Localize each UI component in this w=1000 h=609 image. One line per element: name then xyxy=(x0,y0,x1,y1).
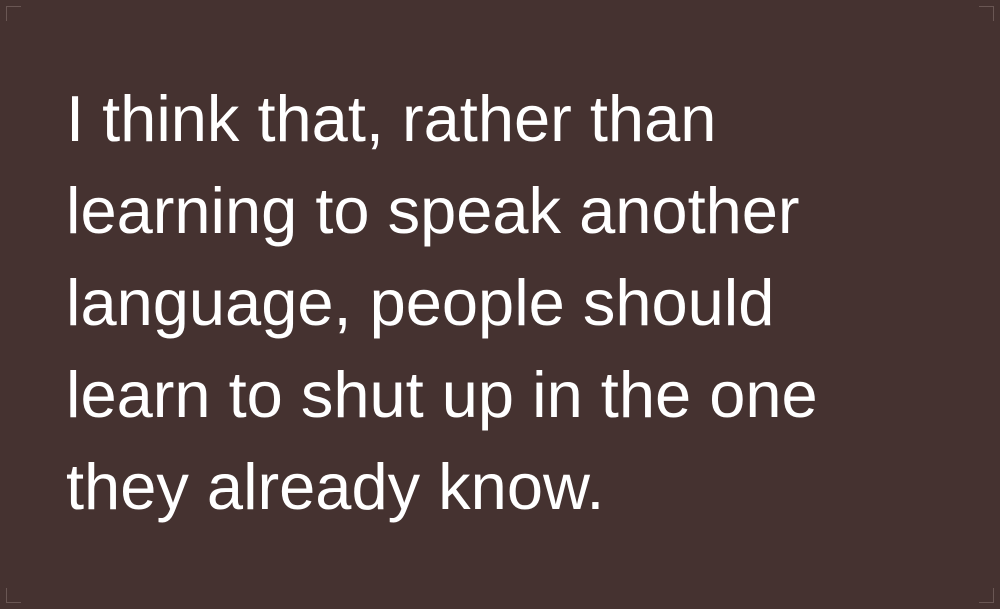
corner-mark-top-right xyxy=(979,6,994,21)
corner-mark-bottom-right xyxy=(979,588,994,603)
quote-line-4: learn to shut up in the one xyxy=(66,358,818,431)
corner-mark-top-left xyxy=(6,6,21,21)
quote-line-1: I think that, rather than xyxy=(66,82,717,155)
quote-line-5: they already know. xyxy=(66,450,605,523)
quote-line-2: learning to speak another xyxy=(66,174,800,247)
quote-line-3: language, people should xyxy=(66,266,775,339)
quote-text xyxy=(66,73,966,533)
corner-mark-bottom-left xyxy=(6,588,21,603)
